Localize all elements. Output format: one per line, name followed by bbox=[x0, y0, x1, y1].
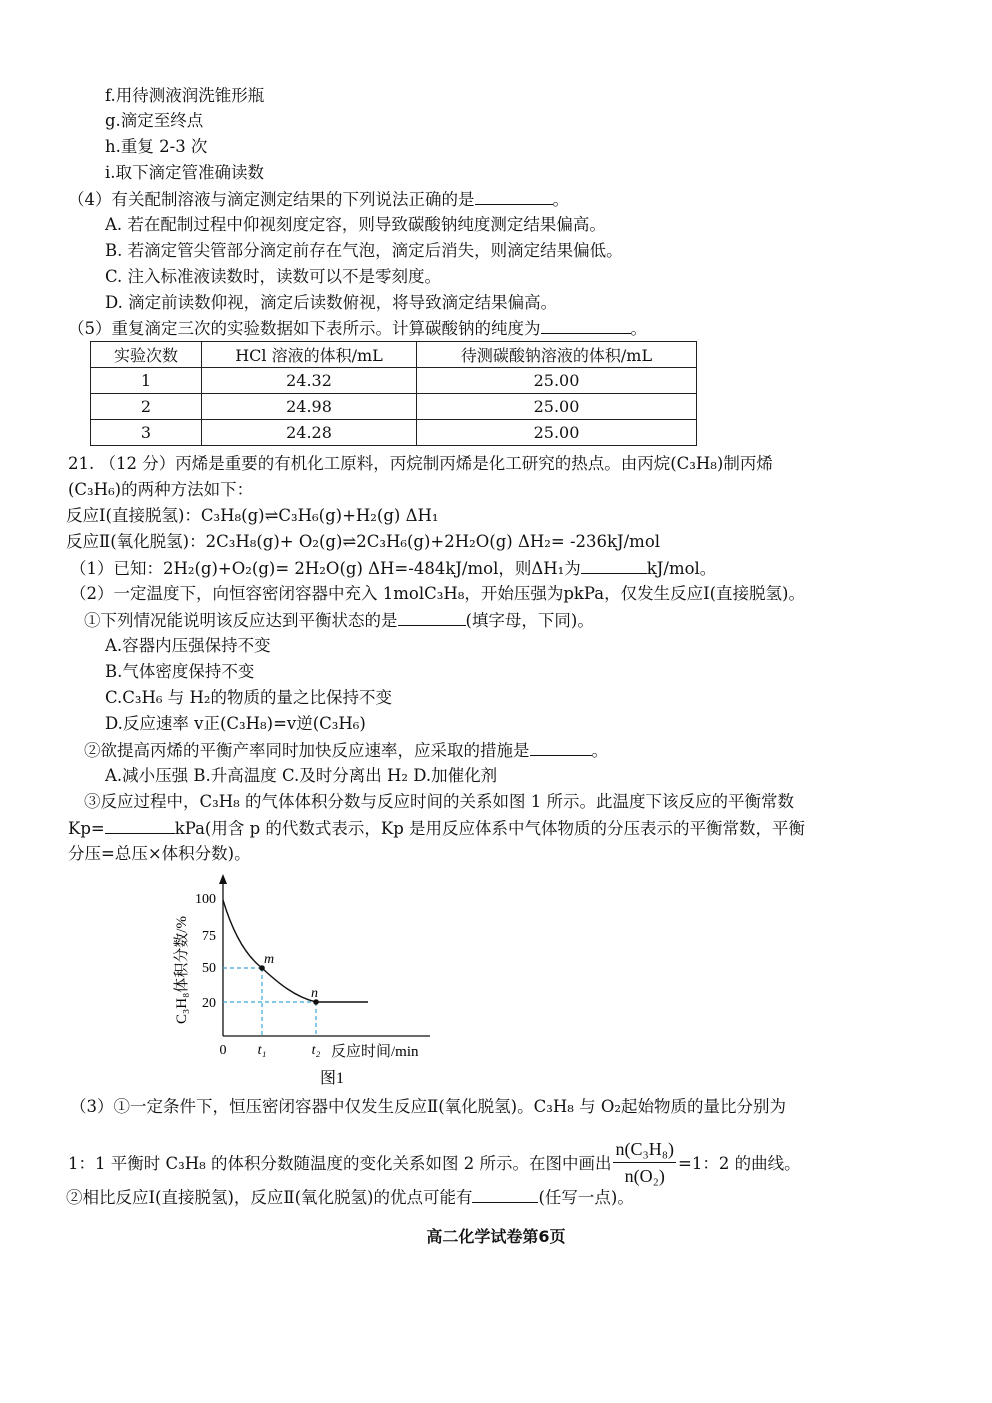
q5-stem bbox=[68, 317, 647, 340]
q4-stem-text: （4）有关配制溶液与滴定测定结果的下列说法正确的是 bbox=[68, 190, 475, 209]
q21-part2-1-option-c: C.C₃H₆ 与 H₂的物质的量之比保持不变 bbox=[105, 688, 393, 707]
q21-part2-3-line3: 分压=总压×体积分数)。 bbox=[68, 844, 251, 863]
y-tick-label: 75 bbox=[202, 929, 216, 944]
y-axis-label: C₃H₈体积分数/% bbox=[174, 916, 190, 1024]
q21-part3-2 bbox=[66, 1186, 634, 1209]
q21-part2-3-line1: ③反应过程中，C₃H₈ 的气体体积分数与反应时间的关系如图 1 所示。此温度下该反应的平衡常数 bbox=[84, 792, 794, 811]
table-cell: 25.00 bbox=[417, 394, 697, 420]
step-i: i.取下滴定管准确读数 bbox=[105, 163, 265, 182]
q21-part2-1-option-b: B.气体密度保持不变 bbox=[105, 662, 255, 681]
table-header: 待测碳酸钠溶液的体积/mL bbox=[417, 342, 697, 368]
y-tick-label: 20 bbox=[202, 996, 216, 1011]
x-tick-label: t₂ bbox=[311, 1043, 321, 1058]
q21-part2-1-text: ①下列情况能说明该反应达到平衡状态的是 bbox=[84, 611, 398, 630]
page-footer: 高二化学试卷第6页 bbox=[426, 1227, 566, 1246]
q21-part3-end: =1：2 的曲线。 bbox=[678, 1154, 801, 1173]
reaction-2: 反应Ⅱ(氧化脱氢)：2C₃H₈(g)+ O₂(g)⇌2C₃H₆(g)+2H₂O(g) ΔH₂= -236kJ/mol bbox=[66, 532, 661, 551]
kp-description: kPa(用含 p 的代数式表示，Kp 是用反应体系中气体物质的分压表示的平衡常数，平衡 bbox=[174, 819, 806, 838]
q4-option-a: A. 若在配制过程中仰视刻度定容，则导致碳酸钠纯度测定结果偏高。 bbox=[105, 215, 606, 234]
q21-part2-2 bbox=[84, 739, 608, 762]
table-cell: 3 bbox=[91, 420, 202, 446]
table-cell: 24.28 bbox=[202, 420, 417, 446]
q21-part3-text: 1：1 平衡时 C₃H₈ 的体积分数随温度的变化关系如图 2 所示。在图中画出 bbox=[68, 1154, 612, 1173]
q21-part1-text: （1）已知：2H₂(g)+O₂(g)= 2H₂O(g) ΔH=-484kJ/mol，则ΔH₁为 bbox=[70, 559, 581, 578]
point-label-m: m bbox=[264, 952, 275, 967]
q21-part3-line1: （3）①一定条件下，恒压密闭容器中仅发生反应Ⅱ(氧化脱氢)。C₃H₈ 与 O₂起始物质的量比分别为 bbox=[70, 1097, 786, 1116]
q21-part2-2-end: 。 bbox=[591, 741, 608, 760]
fraction-numerator: n(C₃H₈) bbox=[613, 1138, 676, 1163]
series-line bbox=[223, 900, 368, 1002]
table-cell: 25.00 bbox=[417, 420, 697, 446]
x-tick-label: 0 bbox=[219, 1043, 227, 1058]
q5-answer-blank[interactable] bbox=[541, 317, 631, 334]
step-h: h.重复 2-3 次 bbox=[105, 137, 208, 156]
table-header-row bbox=[91, 342, 697, 368]
table-row bbox=[91, 420, 697, 446]
step-g: g.滴定至终点 bbox=[105, 111, 204, 130]
y-tick-label: 50 bbox=[202, 961, 216, 976]
q21-part3-2-text: ②相比反应Ⅰ(直接脱氢)，反应Ⅱ(氧化脱氢)的优点可能有 bbox=[66, 1188, 473, 1207]
point-label-n: n bbox=[311, 986, 318, 1001]
kp-label: Kp= bbox=[68, 819, 105, 838]
q21-part3-2-end: (任写一点)。 bbox=[538, 1188, 634, 1207]
q21-intro-line2: (C₃H₆)的两种方法如下： bbox=[68, 480, 254, 499]
q21-part3-2-blank[interactable] bbox=[472, 1186, 538, 1203]
q4-option-d: D. 滴定前读数仰视，滴定后读数俯视，将导致滴定结果偏高。 bbox=[105, 293, 558, 312]
q21-part2-1-blank[interactable] bbox=[398, 609, 466, 626]
step-f: f.用待测液润洗锥形瓶 bbox=[105, 86, 265, 105]
q21-intro-line1: 21. （12 分）丙烯是重要的有机化工原料，丙烷制丙烯是化工研究的热点。由丙烷(C₃H₈)制丙烯 bbox=[68, 454, 773, 473]
q4-answer-blank[interactable] bbox=[475, 188, 553, 205]
figure-caption: 图1 bbox=[319, 1070, 345, 1087]
table-row bbox=[91, 394, 697, 420]
q5-stem-text: （5）重复滴定三次的实验数据如下表所示。计算碳酸钠的纯度为 bbox=[68, 319, 541, 338]
q21-part2-2-text: ②欲提高丙烯的平衡产率同时加快反应速率，应采取的措施是 bbox=[84, 741, 530, 760]
q21-part2: （2）一定温度下，向恒容密闭容器中充入 1molC₃H₈，开始压强为pkPa，仅发生反应Ⅰ(直接脱氢)。 bbox=[70, 584, 805, 603]
x-tick-label: t₁ bbox=[257, 1043, 267, 1058]
titration-data-table bbox=[90, 341, 697, 446]
y-tick-label: 100 bbox=[195, 892, 216, 907]
table-cell: 24.98 bbox=[202, 394, 417, 420]
ratio-fraction bbox=[613, 1138, 676, 1187]
reaction-1: 反应Ⅰ(直接脱氢)：C₃H₈(g)⇌C₃H₆(g)+H₂(g) ΔH₁ bbox=[66, 506, 439, 525]
q21-part2-1-end: (填字母，下同)。 bbox=[465, 611, 594, 630]
table-cell: 25.00 bbox=[417, 368, 697, 394]
q21-part2-1 bbox=[84, 609, 594, 632]
q21-part2-1-option-d: D.反应速率 v正(C₃H₈)=v逆(C₃H₆) bbox=[105, 714, 366, 733]
q5-stem-end: 。 bbox=[630, 319, 647, 338]
table-cell: 2 bbox=[91, 394, 202, 420]
q21-part2-3-line2 bbox=[68, 817, 805, 840]
q4-option-b: B. 若滴定管尖管部分滴定前存在气泡，滴定后消失，则滴定结果偏低。 bbox=[105, 241, 623, 260]
fraction-denominator: n(O₂) bbox=[624, 1166, 665, 1186]
q4-option-c: C. 注入标准液读数时，读数可以不是零刻度。 bbox=[105, 267, 442, 286]
q21-part2-2-blank[interactable] bbox=[530, 739, 592, 756]
q21-part2-1-option-a: A.容器内压强保持不变 bbox=[105, 636, 271, 655]
q21-part1 bbox=[70, 557, 716, 580]
table-cell: 24.32 bbox=[202, 368, 417, 394]
figure-1-chart bbox=[150, 870, 450, 1090]
kp-blank[interactable] bbox=[105, 817, 175, 834]
table-header: 实验次数 bbox=[91, 342, 202, 368]
q4-stem bbox=[68, 188, 569, 211]
q21-part2-2-options: A.减小压强 B.升高温度 C.及时分离出 H₂ D.加催化剂 bbox=[105, 766, 498, 785]
q21-part1-unit: kJ/mol。 bbox=[646, 559, 717, 578]
q4-stem-end: 。 bbox=[552, 190, 569, 209]
q21-part3-line2 bbox=[68, 1140, 801, 1189]
table-cell: 1 bbox=[91, 368, 202, 394]
table-header: HCl 溶液的体积/mL bbox=[202, 342, 417, 368]
y-axis-arrow bbox=[219, 874, 227, 884]
q21-part1-blank[interactable] bbox=[581, 557, 647, 574]
table-row bbox=[91, 368, 697, 394]
x-axis-label: 反应时间/min bbox=[331, 1044, 419, 1060]
